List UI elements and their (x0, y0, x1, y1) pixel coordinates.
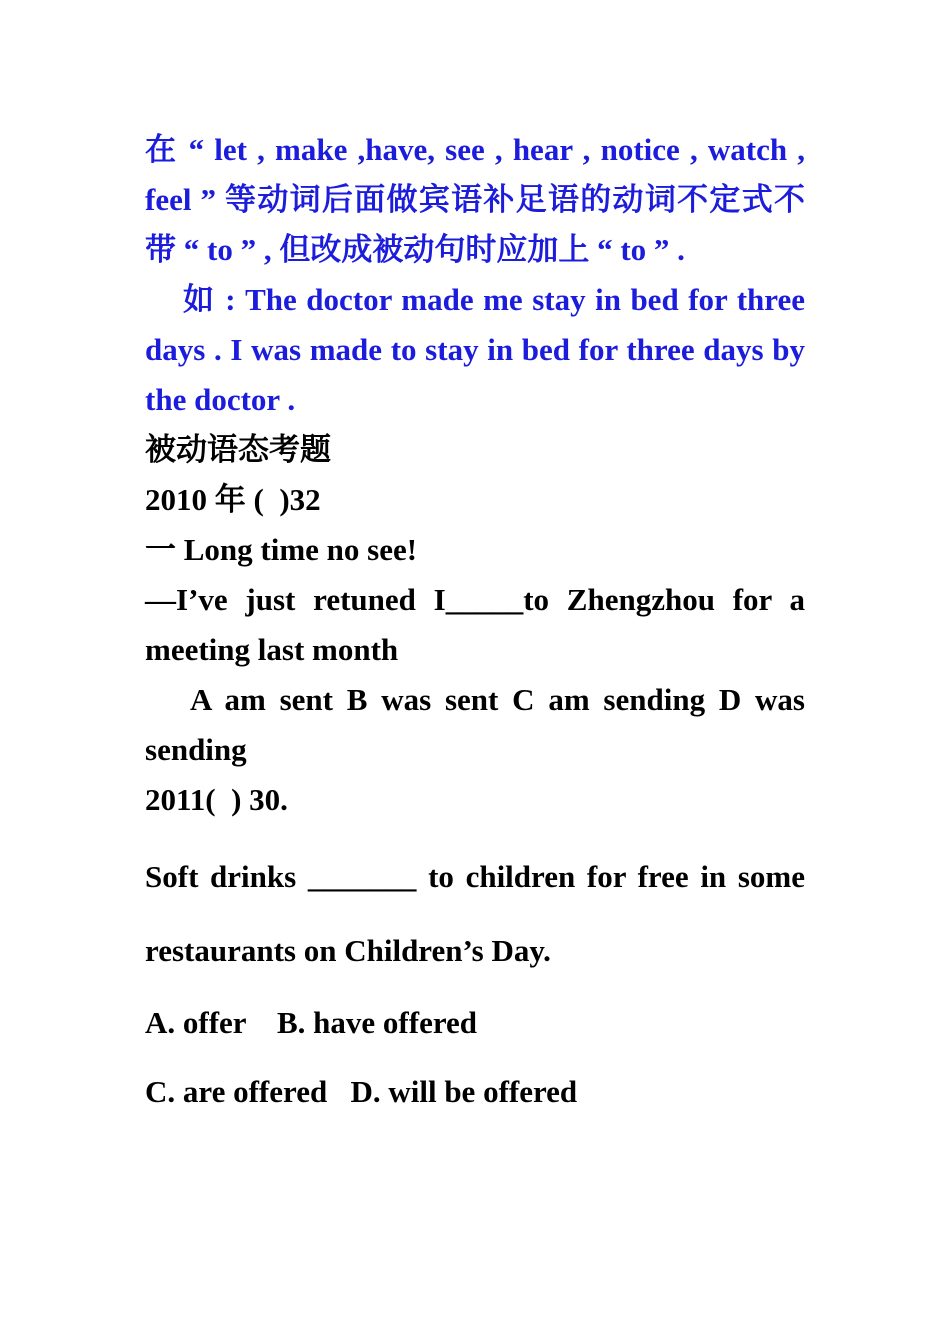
question-2010-label: 2010 年 ( )32 (145, 482, 321, 517)
question-2011-options-row-2: C. are offered D. will be offered (145, 1074, 578, 1109)
question-2011-label: 2011( ) 30. (145, 782, 288, 817)
question-2010-dialogue-line-1: 一 Long time no see! (145, 532, 418, 567)
section-title: 被动语态考题 (145, 432, 331, 467)
grammar-rule-paragraph: 在 “ let , make ,have, see , hear , notice , watch , feel ” 等动词后面做宾语补足语的动词不定式不带 “ to ” , 但改成被动句时应加上 “ to ” . (145, 132, 805, 267)
document-page (145, 125, 805, 1126)
question-2010-dialogue-line-2: —I’ve just retuned I_____to Zhengzhou for a meeting last month (145, 582, 805, 667)
question-2011-stem: Soft drinks _______ to children for free in some restaurants on Children’s Day. (145, 859, 805, 968)
question-2010-choices: A am sent B was sent C am sending D was sending (145, 682, 805, 767)
question-2011-options-row-1: A. offer B. have offered (145, 1005, 478, 1040)
example-paragraph: 如 : The doctor made me stay in bed for three days . I was made to stay in bed for three days by the doctor . (145, 282, 805, 417)
